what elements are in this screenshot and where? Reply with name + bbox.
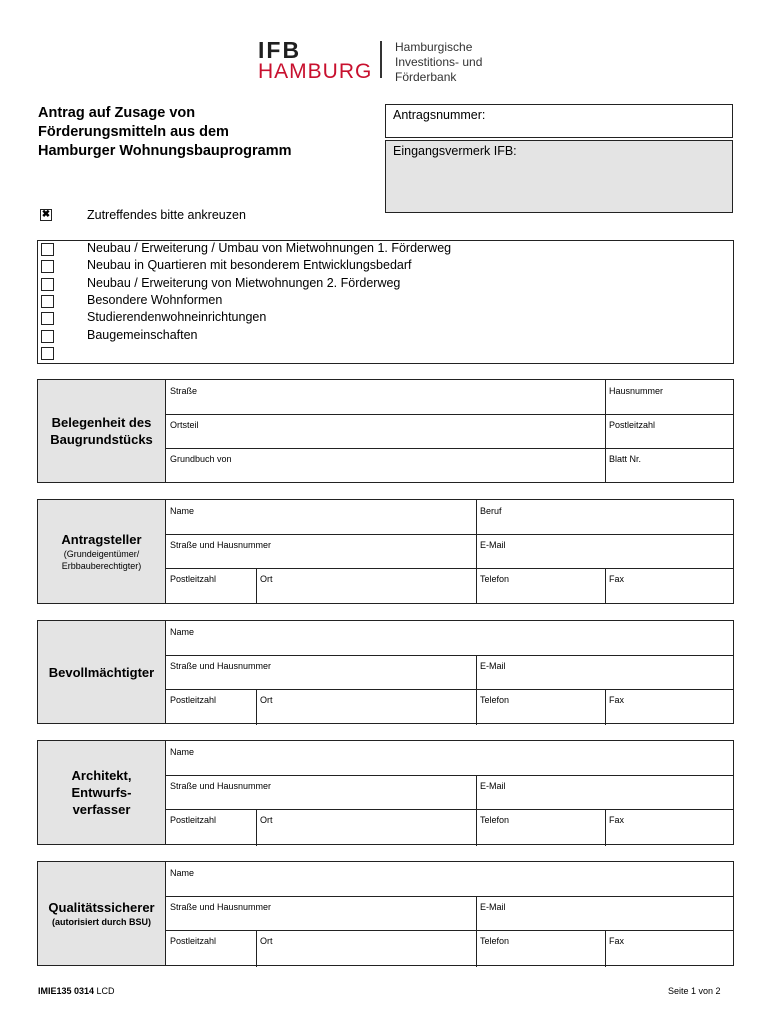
strasse-hausnummer-field[interactable]: Straße und Hausnummer xyxy=(170,540,272,550)
ort-field[interactable]: Ort xyxy=(260,574,273,584)
email-field[interactable]: E-Mail xyxy=(480,661,506,671)
option-checkbox[interactable] xyxy=(41,347,54,360)
blatt-field[interactable]: Blatt Nr. xyxy=(609,454,642,464)
fax-field[interactable]: Fax xyxy=(609,815,625,825)
strasse-field[interactable]: Straße xyxy=(170,386,198,396)
page-number: Seite 1 von 2 xyxy=(668,986,721,996)
ort-field[interactable]: Ort xyxy=(260,695,273,705)
ortsteil-field[interactable]: Ortsteil xyxy=(170,420,199,430)
section-antragsteller-header: Antragsteller (Grundeigentümer/ Erbbauberechtigter) xyxy=(38,500,166,603)
logo-ifb: IFB xyxy=(258,37,302,63)
form-code: IMIE135 0314 LCD xyxy=(38,986,115,996)
strasse-hausnummer-field[interactable]: Straße und Hausnummer xyxy=(170,661,272,671)
hint-text: Zutreffendes bitte ankreuzen xyxy=(87,208,246,222)
fax-field[interactable]: Fax xyxy=(609,936,625,946)
beruf-field[interactable]: Beruf xyxy=(480,506,502,516)
section-qualitaetssicherer-header: Qualitätssicherer (autorisiert durch BSU) xyxy=(38,862,166,965)
option-checkbox[interactable] xyxy=(41,295,54,308)
section-qualitaetssicherer xyxy=(37,861,734,966)
strasse-hausnummer-field[interactable]: Straße und Hausnummer xyxy=(170,902,272,912)
option-checkbox[interactable] xyxy=(41,312,54,325)
eingangsvermerk-field xyxy=(385,140,733,213)
postleitzahl-field[interactable]: Postleitzahl xyxy=(170,695,217,705)
logo-hamburg: HAMBURG xyxy=(258,60,373,83)
postleitzahl-field[interactable]: Postleitzahl xyxy=(170,936,217,946)
section-bevollmaechtigter-header: Bevollmächtigter xyxy=(38,621,166,723)
antragsnummer-field[interactable] xyxy=(385,104,733,138)
strasse-hausnummer-field[interactable]: Straße und Hausnummer xyxy=(170,781,272,791)
grundbuch-field[interactable]: Grundbuch von xyxy=(170,454,232,464)
email-field[interactable]: E-Mail xyxy=(480,540,506,550)
fax-field[interactable]: Fax xyxy=(609,574,625,584)
section-belegenheit-header: Belegenheit des Baugrundstücks xyxy=(38,380,166,482)
postleitzahl-field[interactable]: Postleitzahl xyxy=(170,815,217,825)
section-architekt xyxy=(37,740,734,845)
section-belegenheit xyxy=(37,379,734,483)
option-checkbox[interactable] xyxy=(41,243,54,256)
name-field[interactable]: Name xyxy=(170,627,195,637)
option-checkbox[interactable] xyxy=(41,278,54,291)
fax-field[interactable]: Fax xyxy=(609,695,625,705)
eingangsvermerk-label: Eingangsvermerk IFB: xyxy=(393,144,517,158)
email-field[interactable]: E-Mail xyxy=(480,902,506,912)
postleitzahl-field[interactable]: Postleitzahl xyxy=(609,420,656,430)
name-field[interactable]: Name xyxy=(170,506,195,516)
email-field[interactable]: E-Mail xyxy=(480,781,506,791)
form-title: Antrag auf Zusage von Förderungsmitteln aus dem Hamburger Wohnungsbauprogramm xyxy=(38,105,292,159)
telefon-field[interactable]: Telefon xyxy=(480,815,510,825)
logo-bank-name: Hamburgische Investitions- und Förderbank xyxy=(395,40,483,84)
logo-divider xyxy=(380,41,382,78)
option-checkbox[interactable] xyxy=(41,260,54,273)
section-antragsteller xyxy=(37,499,734,604)
telefon-field[interactable]: Telefon xyxy=(480,574,510,584)
antragsnummer-label: Antragsnummer: xyxy=(393,108,486,122)
name-field[interactable]: Name xyxy=(170,747,195,757)
postleitzahl-field[interactable]: Postleitzahl xyxy=(170,574,217,584)
example-checked-checkbox: ✖ xyxy=(41,209,51,220)
option-checkbox[interactable] xyxy=(41,330,54,343)
ort-field[interactable]: Ort xyxy=(260,936,273,946)
section-architekt-header: Architekt, Entwurfs- verfasser xyxy=(38,741,166,844)
name-field[interactable]: Name xyxy=(170,868,195,878)
telefon-field[interactable]: Telefon xyxy=(480,695,510,705)
program-options: Neubau / Erweiterung / Umbau von Mietwohnungen 1. Förderweg Neubau in Quartieren mit besonderem Entwicklungsbedarf Neubau / Erweiterung von Mietwohnungen 2. Förderweg Besondere Wohnformen Studierendenwohneinrichtungen Baugemeinschaften xyxy=(37,240,734,364)
telefon-field[interactable]: Telefon xyxy=(480,936,510,946)
section-bevollmaechtigter xyxy=(37,620,734,724)
ort-field[interactable]: Ort xyxy=(260,815,273,825)
hausnummer-field[interactable]: Hausnummer xyxy=(609,386,664,396)
